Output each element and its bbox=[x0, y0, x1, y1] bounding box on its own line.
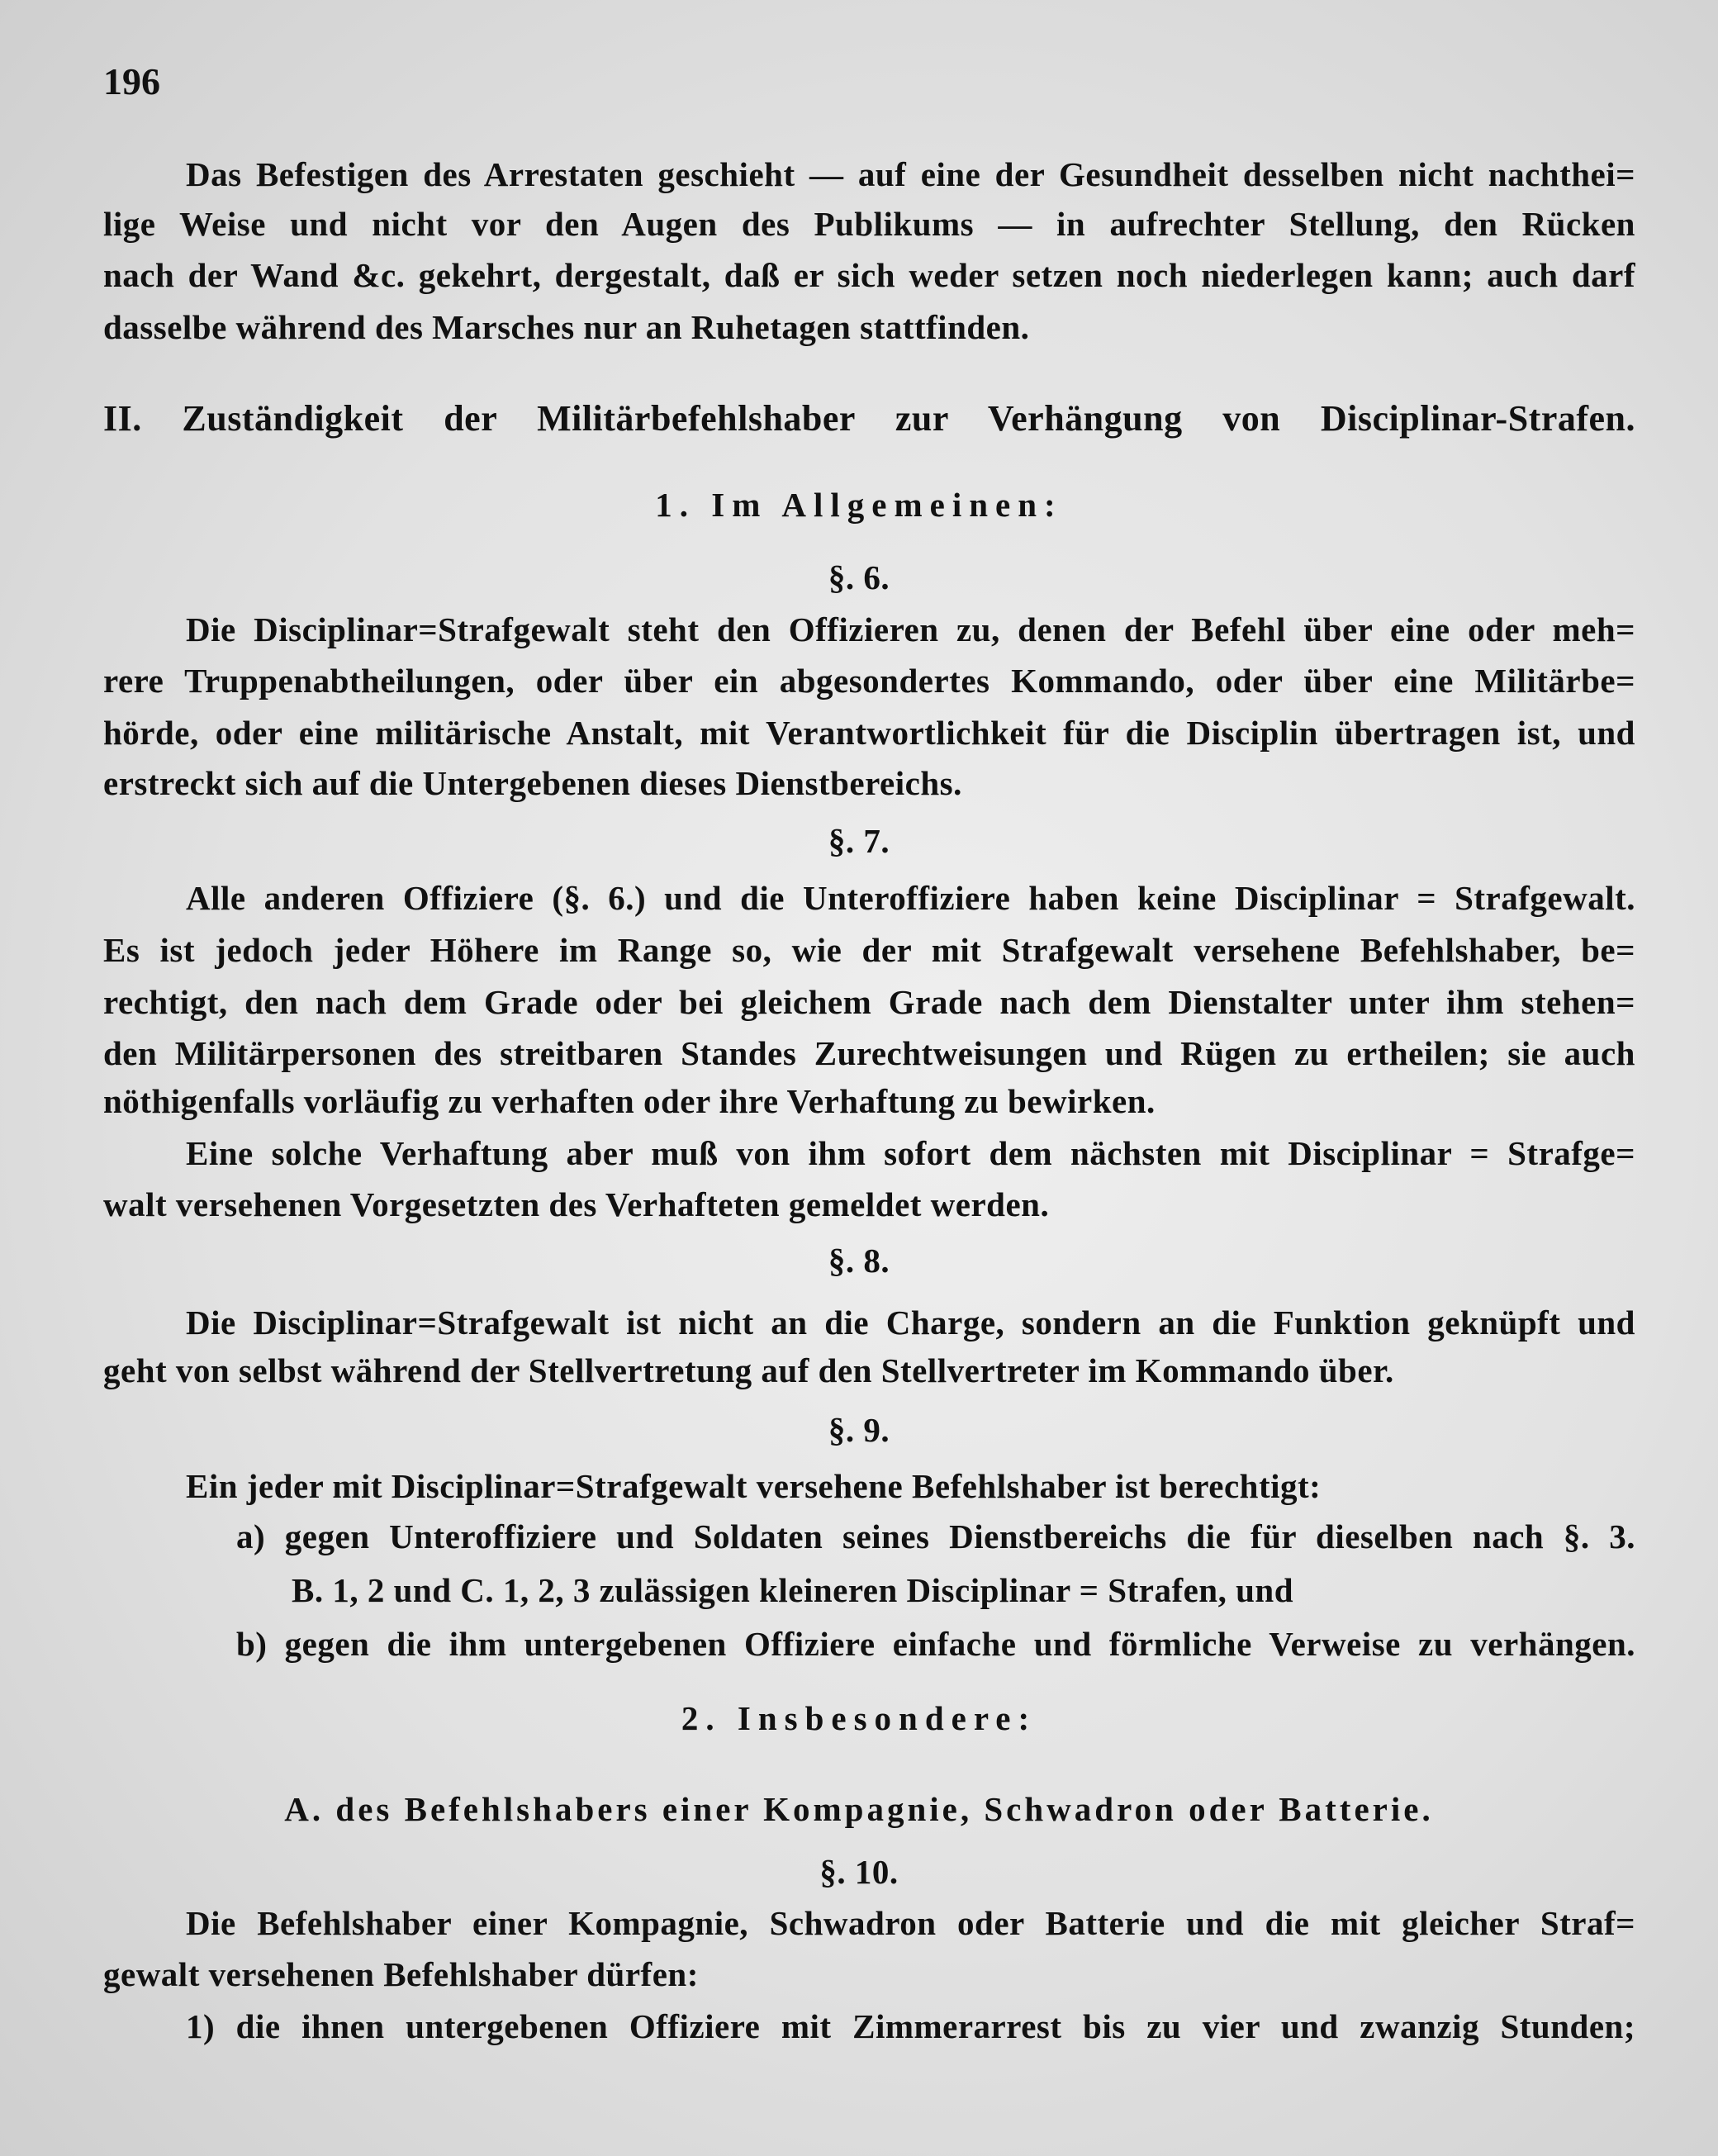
paragraph-line: geht von selbst während der Stellvertretung auf den Stellvertreter im Kommando über. bbox=[103, 1351, 1394, 1389]
paragraph-line: Die Disciplinar=Strafgewalt ist nicht an die Charge, sondern an die Funktion geknüpft und bbox=[186, 1304, 1635, 1342]
paragraph-title-6: §. 6. bbox=[828, 558, 890, 596]
subheading-insbesondere: 2. Insbesondere: bbox=[681, 1699, 1037, 1737]
list-item-b: b) gegen die ihm untergebenen Offiziere einfache und förmliche Verweise zu verhängen. bbox=[236, 1625, 1635, 1663]
paragraph-title-9: §. 9. bbox=[828, 1411, 890, 1449]
paragraph-title-8: §. 8. bbox=[828, 1242, 890, 1280]
paragraph-line: Die Befehlshaber einer Kompagnie, Schwadron oder Batterie und die mit gleicher Straf= bbox=[186, 1904, 1635, 1942]
paragraph-line: Alle anderen Offiziere (§. 6.) und die Unteroffiziere haben keine Disciplinar = Strafgewalt. bbox=[186, 879, 1635, 917]
subheading-kompagnie: A. des Befehlshabers einer Kompagnie, Schwadron oder Batterie. bbox=[284, 1790, 1434, 1828]
paragraph-title-10: §. 10. bbox=[819, 1853, 899, 1891]
paragraph-line: rere Truppenabtheilungen, oder über ein abgesondertes Kommando, oder über eine Militärbe= bbox=[103, 662, 1635, 700]
section-heading: II. Zuständigkeit der Militärbefehlshaber zur Verhängung von Disciplinar-Strafen. bbox=[103, 398, 1635, 439]
list-item-a: a) gegen Unteroffiziere und Soldaten seines Dienstbereichs die für dieselben nach §. 3. bbox=[236, 1517, 1635, 1555]
paragraph-line: walt versehenen Vorgesetzten des Verhafteten gemeldet werden. bbox=[103, 1185, 1050, 1223]
list-item-continuation: B. 1, 2 und C. 1, 2, 3 zulässigen kleineren Disciplinar = Strafen, und bbox=[292, 1571, 1294, 1609]
paragraph-line: rechtigt, den nach dem Grade oder bei gleichem Grade nach dem Dienstalter unter ihm stehen= bbox=[103, 983, 1635, 1021]
paragraph-line: dasselbe während des Marsches nur an Ruhetagen stattfinden. bbox=[103, 308, 1030, 346]
paragraph-line: hörde, oder eine militärische Anstalt, mit Verantwortlichkeit für die Disciplin übertragen ist, und bbox=[103, 714, 1635, 752]
paragraph-line: Es ist jedoch jeder Höhere im Range so, wie der mit Strafgewalt versehene Befehlshaber, be= bbox=[103, 931, 1635, 969]
paragraph-title-7: §. 7. bbox=[828, 822, 890, 860]
page-number: 196 bbox=[103, 60, 160, 102]
paragraph-line: erstreckt sich auf die Untergebenen dieses Dienstbereichs. bbox=[103, 764, 962, 802]
paragraph-line: gewalt versehenen Befehlshaber dürfen: bbox=[103, 1955, 699, 1993]
paragraph-line: Die Disciplinar=Strafgewalt steht den Offizieren zu, denen der Befehl über eine oder meh= bbox=[186, 610, 1635, 648]
paragraph-line: Eine solche Verhaftung aber muß von ihm sofort dem nächsten mit Disciplinar = Strafge= bbox=[186, 1134, 1635, 1172]
paragraph-line: lige Weise und nicht vor den Augen des Publikums — in aufrechter Stellung, den Rücken bbox=[103, 205, 1635, 243]
subheading-allgemeinen: 1. Im Allgemeinen: bbox=[655, 486, 1063, 524]
paragraph-line: Ein jeder mit Disciplinar=Strafgewalt versehene Befehlshaber ist berechtigt: bbox=[186, 1467, 1322, 1505]
paragraph-line: Das Befestigen des Arrestaten geschieht — auf eine der Gesundheit desselben nicht nachthei= bbox=[186, 155, 1635, 193]
list-item-1: 1) die ihnen untergebenen Offiziere mit Zimmerarrest bis zu vier und zwanzig Stunden; bbox=[186, 2007, 1635, 2045]
paragraph-line: nach der Wand &c. gekehrt, dergestalt, daß er sich weder setzen noch niederlegen kann; auch darf bbox=[103, 256, 1635, 294]
paragraph-line: nöthigenfalls vorläufig zu verhaften oder ihre Verhaftung zu bewirken. bbox=[103, 1082, 1156, 1120]
paragraph-line: den Militärpersonen des streitbaren Standes Zurechtweisungen und Rügen zu ertheilen; sie auch bbox=[103, 1034, 1635, 1072]
